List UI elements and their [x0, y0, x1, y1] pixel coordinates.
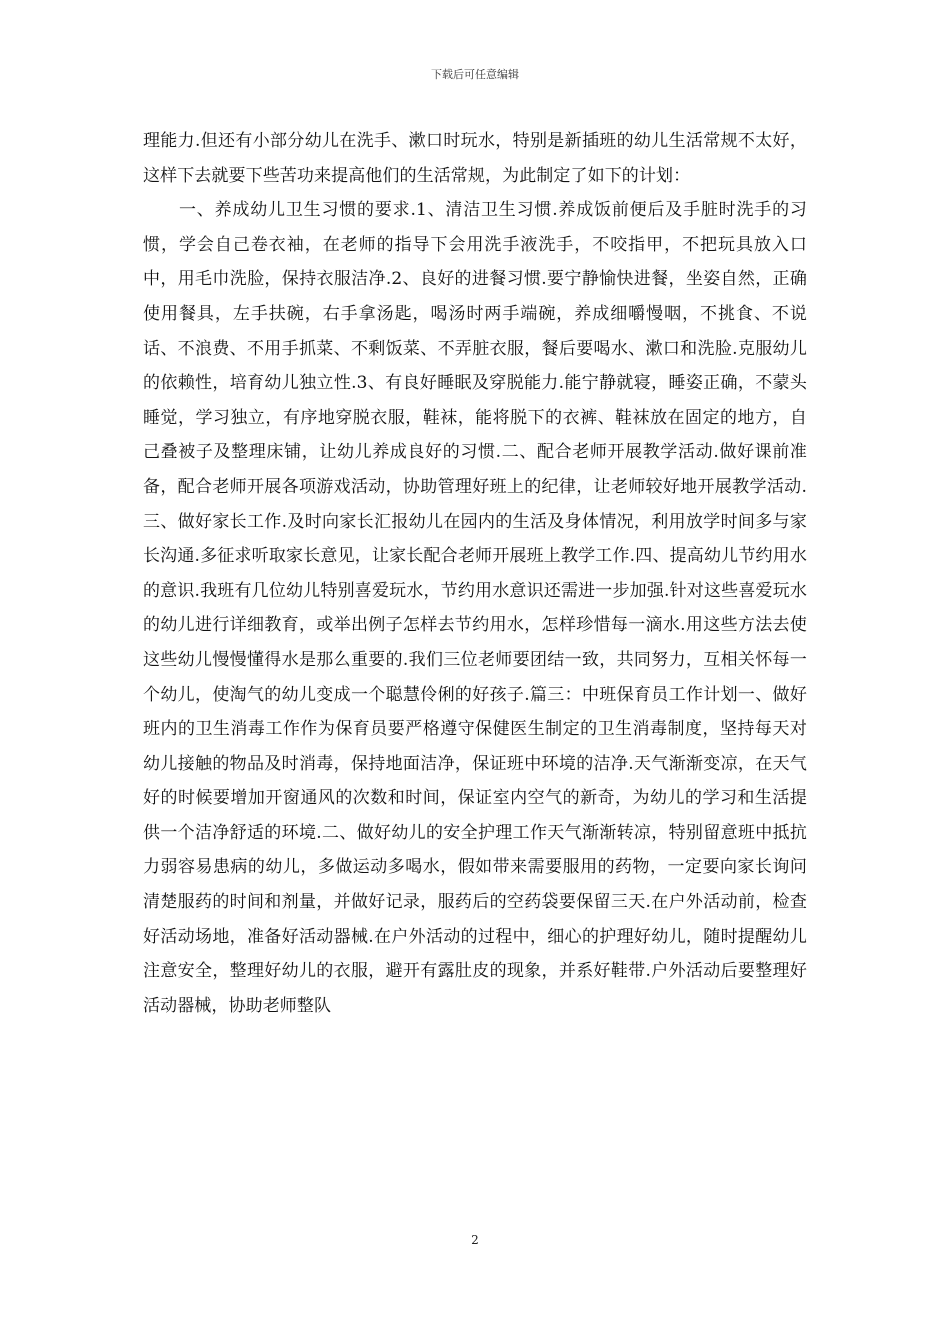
paragraph-2: 一、养成幼儿卫生习惯的要求.1、清洁卫生习惯.养成饭前便后及手脏时洗手的习惯，学会自己卷衣袖，在老师的指导下会用洗手液洗手，不咬指甲，不把玩具放入口中，用毛巾洗脸，保持衣服洁净.2、良好的进餐习惯.要宁静愉快进餐，坐姿自然，正确使用餐具，左手扶碗，右手拿汤匙，喝汤时两手端碗，养成细嚼慢咽，不挑食、不说话、不浪费、不用手抓菜、不剩饭菜、不弄脏衣服，餐后要喝水、漱口和洗脸.克服幼儿的依赖性，培育幼儿独立性.3、有良好睡眠及穿脱能力.能宁静就寝，睡姿正确，不蒙头睡觉，学习独立，有序地穿脱衣服，鞋袜，能将脱下的衣裤、鞋袜放在固定的地方，自己叠被子及整理床铺，让幼儿养成良好的习惯.二、配合老师开展教学活动.做好课前准备，配合老师开展各项游戏活动，协助管理好班上的纪律，让老师较好地开展教学活动.三、做好家长工作.及时向家长汇报幼儿在园内的生活及身体情况，利用放学时间多与家长沟通.多征求听取家长意见，让家长配合老师开展班上教学工作.四、提高幼儿节约用水的意识.我班有几位幼儿特别喜爱玩水，节约用水意识还需进一步加强.针对这些喜爱玩水的幼儿进行详细教育，或举出例子怎样去节约用水，怎样珍惜每一滴水.用这些方法去使这些幼儿慢慢懂得水是那么重要的.我们三位老师要团结一致，共同努力，互相关怀每一个幼儿，使淘气的幼儿变成一个聪慧伶俐的好孩子.篇三：中班保育员工作计划一、做好班内的卫生消毒工作作为保育员要严格遵守保健医生制定的卫生消毒制度，坚持每天对幼儿接触的物品及时消毒，保持地面洁净，保证班中环境的洁净.天气渐渐变凉，在天气好的时候要增加开窗通风的次数和时间，保证室内空气的新奇，为幼儿的学习和生活提供一个洁净舒适的环境.二、做好幼儿的安全护理工作天气渐渐转凉，特别留意班中抵抗力弱容易患病的幼儿，多做运动多喝水，假如带来需要服用的药物，一定要向家长询问清楚服药的时间和剂量，并做好记录，服药后的空药袋要保留三天.在户外活动前，检查好活动场地，准备好活动器械.在户外活动的过程中，细心的护理好幼儿，随时提醒幼儿注意安全，整理好幼儿的衣服，避开有露肚皮的现象，并系好鞋带.户外活动后要整理好活动器械，协助老师整队 — [143, 200, 807, 1016]
page-header: 下载后可任意编辑 — [431, 68, 519, 81]
paragraph-1: 理能力.但还有小部分幼儿在洗手、漱口时玩水，特别是新插班的幼儿生活常规不太好，这样下去就要下些苦功来提高他们的生活常规，为此制定了如下的计划： — [143, 131, 807, 186]
document-body — [143, 124, 807, 1023]
page-number: 2 — [471, 1233, 479, 1247]
